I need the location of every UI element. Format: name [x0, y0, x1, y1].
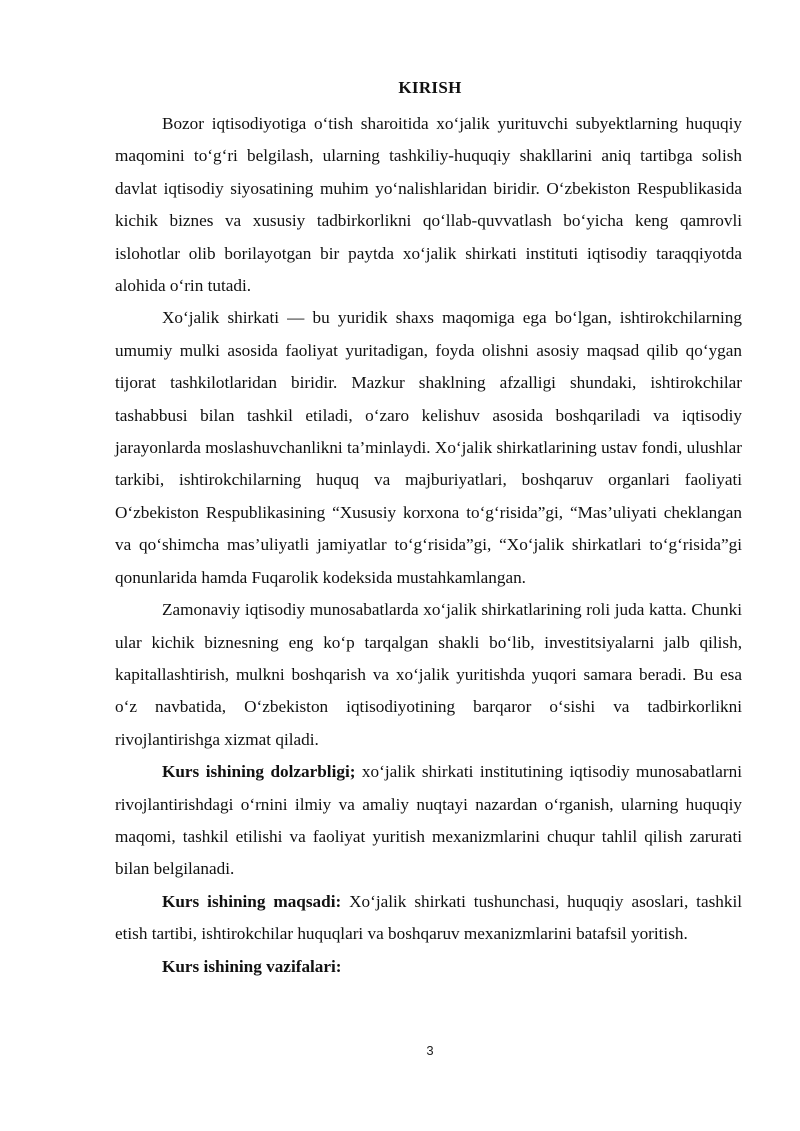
paragraph-text: Bozor iqtisodiyotiga o‘tish sharoitida xo‘jalik yurituvchi subyektlarning huquqiy maqomini to‘g‘ri belgilash, ularning tashkiliy-huquqiy shakllarini aniq tartibga solish davlat iqtisodiy siyosatining muhim yo‘nalishlaridan biridir. O‘zbekiston Respublikasida kichik biznes va xususiy tadbirkorlikni qo‘llab-quvvatlash bo‘yicha keng qamrovli islohotlar olib borilayotgan bir paytda xo‘jalik shirkati instituti iqtisodiy taraqqiyotda alohida o‘rin tutadi. — [115, 114, 742, 296]
page-title: KIRISH — [398, 78, 462, 97]
page-number: 3 — [426, 1043, 434, 1058]
paragraph-label: Kurs ishining maqsadi: — [162, 891, 342, 911]
document-body — [115, 108, 742, 983]
paragraph-goal — [115, 886, 742, 951]
paragraph-text: Xo‘jalik shirkati tushunchasi, huquqiy asoslari, tashkil etish tartibi, ishtirokchilar huquqlari va boshqaruv mexanizmlarini batafsil yoritish. — [115, 891, 742, 944]
paragraph-intro — [115, 108, 742, 302]
paragraph-role — [115, 594, 742, 756]
paragraph-tasks — [115, 951, 742, 983]
paragraph-label: Kurs ishining dolzarbligi; — [162, 762, 356, 782]
paragraph-relevance — [115, 756, 742, 886]
paragraph-label: Kurs ishining vazifalari: — [162, 956, 342, 976]
paragraph-text: Zamonaviy iqtisodiy munosabatlarda xo‘jalik shirkatlarining roli juda katta. Chunki ular kichik biznesning eng ko‘p tarqalgan shakli bo‘lib, investitsiyalarni jalb qilish, kapitallashtirish, mulkni boshqarish va xo‘jalik yuritishda yuqori samara beradi. Bu esa o‘z navbatida, O‘zbekiston iqtisodiyotining barqaror o‘sishi va tadbirkorlikni rivojlantirishga xizmat qiladi. — [115, 600, 742, 749]
paragraph-text: Xo‘jalik shirkati — bu yuridik shaxs maqomiga ega bo‘lgan, ishtirokchilarning umumiy mulki asosida faoliyat yuritadigan, foyda olishni asosiy maqsad qilib qo‘ygan tijorat tashkilotlaridan biridir. Mazkur shaklning afzalligi shundaki, ishtirokchilar tashabbusi bilan tashkil etiladi, o‘zaro kelishuv asosida boshqariladi va iqtisodiy jarayonlarda moslashuvchanlikni ta’minlaydi. Xo‘jalik shirkatlarining ustav fondi, ulushlar tarkibi, ishtirokchilarning huquq va majburiyatlari, boshqaruv organlari faoliyati O‘zbekiston Respublikasining “Xususiy korxona to‘g‘risida”gi, “Mas’uliyati cheklangan va qo‘shimcha mas’uliyatli jamiyatlar to‘g‘risida”gi, “Xo‘jalik shirkatlari to‘g‘risida”gi qonunlarida hamda Fuqarolik kodeksida mustahkamlangan. — [115, 308, 742, 587]
paragraph-text: xo‘jalik shirkati institutining iqtisodiy munosabatlarni rivojlantirishdagi o‘rnini ilmiy va amaliy nuqtayi nazardan o‘rganish, ularning huquqiy maqomi, tashkil etilishi va faoliyat yuritish mexanizmlarini chuqur tahlil qilish zarurati bilan belgilanadi. — [115, 762, 742, 879]
paragraph-definition — [115, 302, 742, 594]
